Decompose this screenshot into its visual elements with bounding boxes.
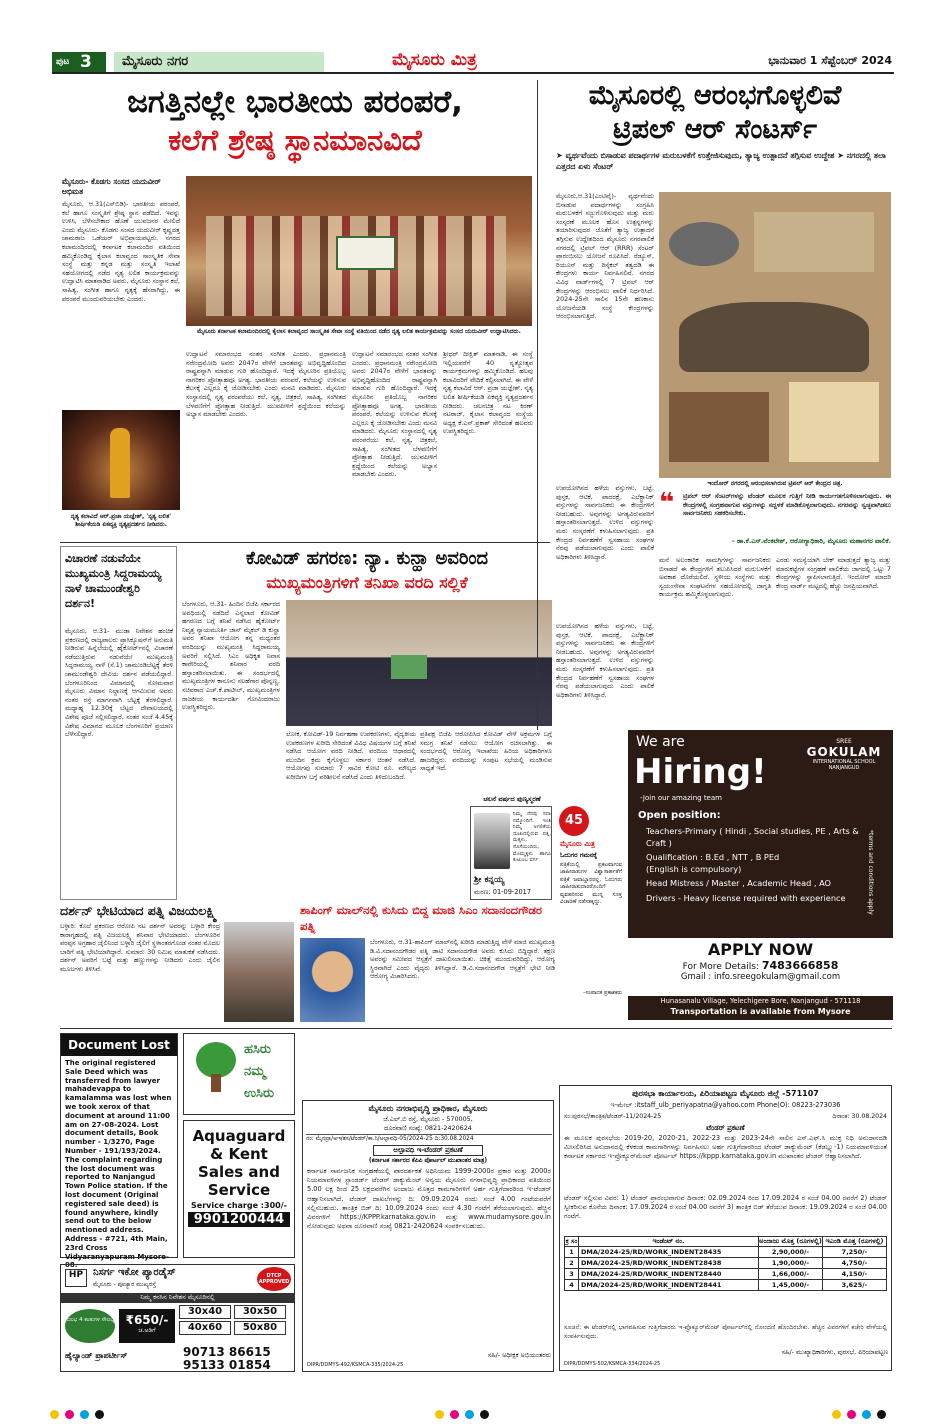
story2-subhead: ➤ ವ್ಯರ್ಥವೆಂದು ಬಿಸಾಡುವ ಪದಾರ್ಥಗಳ ಮರುಬಳಕೆಗೆ ಉತ್ತೇಜಿಸುವುದು, ತ್ಯಾಜ್ಯ ಉತ್ಪಾದನೆ ತಗ್ಗಿಸುವ ಉದ್ದೇಶ ➤ ನಗರದಲ್ಲಿ ತಲಾ ಎತ್ತರದ ಏಳು ಸೆಂಟರ್ (556, 151, 886, 171)
obituary-photo (474, 813, 510, 869)
paper-name: ಮೈಸೂರು ಮಿತ್ರ (392, 50, 477, 70)
aquaguard-line-4: Service (207, 1181, 271, 1199)
plot-size-2: 30x50 (234, 1305, 286, 1319)
tender-cell-id: DMA/2024-25/RD/WORK_INDENT28440 (579, 1269, 759, 1280)
rrr-center-photo (659, 192, 891, 478)
school-logo-sub: INTERNATIONAL SCHOOL (812, 759, 876, 765)
issue-date: ಭಾನುವಾರ 1 ಸೆಪ್ಟೆಂಬರ್ 2024 (768, 54, 892, 67)
tender-cell-id: DMA/2024-25/RD/WORK_INDENT28441 (579, 1280, 759, 1291)
realestate-title: ನಿಸರ್ಗ ಇಕೋ ಪ್ಯಾರಡೈಸ್ (93, 1267, 176, 1278)
realestate-phone-1: 90713 86615 (183, 1345, 271, 1359)
tender-cell-amt: 1,45,000/- (759, 1280, 823, 1291)
promo-45-subtitle: ಓದುಗರ ಗಮನಕ್ಕೆ (560, 851, 597, 859)
page-label: ಪುಟ (56, 57, 70, 67)
tender1-ref: ನಂ: ಮೈನಪ್ರಾ/ಅಇ/ತಸ/ಟೆಂಡರ್/ಕಾ.ನಿ/ಅಲ್ಪಾವಧಿ-05/2024-25 ದಿ:30.08.2024 (306, 1134, 552, 1143)
tender-cell-amt: 2,90,000/- (759, 1247, 823, 1258)
story2-headline-2: ಟ್ರಿಪಲ್ ಆರ್ ಸೆಂಟರ್ಸ್ (612, 114, 818, 145)
aquaguard-phone: 9901200444 (188, 1212, 290, 1227)
tender-notice-muda (302, 1100, 554, 1372)
cm-sidebar (60, 546, 177, 900)
stage-photo (186, 176, 532, 326)
story3-body-2: ಲೋಕ, ಕೋವಿಡ್-19 ನಿರ್ವಹಣಾ ಉಪಕರಣಗಳು, ವೈದ್ಯಕೀಯ ಉಪಕರಣಗಳ ಖರೀದಿ ಸೇರಿದಂತೆ ವಿವಿಧ ವಿಷಯಗಳ ಬಗ್ಗೆ ತನಿಖೆ ನಡೆಸಿದ ಆಯೋಗ ವರದಿ ನೀಡಿದೆ. ವರದಿಯ ಆಧಾರದಲ್ಲಿ ಮುಂದಿನ ಕ್ರಮ ಕೈಗೊಳ್ಳಲು ಸರ್ಕಾರ ಚಿಂತನೆ ನಡೆಸಿದೆ. ಆಯೋಗವು ಸುಮಾರು 7 ಸಾವಿರ ಕೋಟಿ ರೂ. ಮೌಲ್ಯದ ಖರೀದಿಗಳ ಬಗ್ಗೆ ಪರಿಶೀಲನೆ ನಡೆಸಿದೆ ಎಂದು ತಿಳಿದುಬಂದಿದೆ. (286, 730, 416, 781)
tender-cell-emd: 4,750/- (823, 1258, 887, 1269)
story2-body-1: ಮೈಸೂರು,ಆ.31(ಎಂಟಿವೈ)- ವ್ಯರ್ಥವೆಂದು ಬಿಸಾಡುವ ಪದಾರ್ಥಗಳನ್ನು ಸಂಗ್ರಹಿಸಿ ಮರುಬಳಕೆಗೆ ಸಜ್ಜುಗೊಳಿಸುವುದು ಮತ್ತು ಮರು ಸಂಸ್ಕರಣೆ ಮೂಲಕ ಹೊಸ ಉತ್ಪನ್ನಗಳನ್ನು ತಯಾರಿಸುವುದರ ಜೊತೆಗೆ ತ್ಯಾಜ್ಯ ಉತ್ಪಾದನೆ ತಗ್ಗಿಸುವ ಉದ್ದೇಶದಿಂದ ಮೈಸೂರು ನಗರಪಾಲಿಕೆ ನಗರದಲ್ಲಿ ಟ್ರಿಪಲ್ ಆರ್ (RRR) ಸೆಂಟರ್ ಪ್ರಾರಂಭಿಸಲು ಯೋಜನೆ ರೂಪಿಸಿದೆ. ರೆಡ್ಯೂಸ್, ರಿಯೂಸ್ ಮತ್ತು ರಿಸೈಕಲ್ ತತ್ವದಡಿ ಈ ಕೇಂದ್ರಗಳು ಕಾರ್ಯ ನಿರ್ವಹಿಸಲಿವೆ. ನಗರದ ವಿವಿಧ ವಾರ್ಡ್‌ಗಳಲ್ಲಿ 7 ಟ್ರಿಪಲ್ ಆರ್ ಕೇಂದ್ರಗಳನ್ನು ಆರಂಭಿಸಲು ಪಾಲಿಕೆ ನಿರ್ಧರಿಸಿದೆ. 2024-25ನೇ ಸಾಲಿನ 15ನೇ ಹಣಕಾಸು ಯೋಜನೆಯಡಿ ಸಂಸ್ಥೆ ಕೇಂದ್ರಗಳನ್ನು ಆರಂಭಿಸಲಾಗುತ್ತಿದೆ. (556, 192, 654, 321)
page-number-box (52, 52, 106, 72)
tender2-ref: ಸಂ:ಪುರಸಭೆ/ತಾಂತ್ರಿಕ/ಟೆಂಡರ್-11/2024-25 (564, 1113, 662, 1120)
obituary-body: ನಿಮ್ಮ ನೆನಪು ಸದಾ ನಮ್ಮೊಂದಿಗೆ. ಇಂತಿ ನಿಮ್ಮ ಅಗಲಿಕೆಯ ದುಃಖದಲ್ಲಿರುವ ಪತ್ನಿ, ಮಕ್ಕಳು, ಸೊಸೆಯಂದಿರು, ಮೊಮ್ಮಕ್ಕಳು ಹಾಗೂ ಕುಟುಂಬ ವರ್ಗ (513, 811, 551, 864)
tender1-notice-title: ಅಲ್ಪಾವಧಿ ಇ-ಟೆಂಡರ್ ಪ್ರಕಟಣೆ (373, 1145, 483, 1156)
story3-headline-1: ಕೋವಿಡ್ ಹಗರಣ: ನ್ಯಾ. ಕುನ್ಹಾ ಅವರಿಂದ (245, 548, 489, 569)
story4-headline: ದರ್ಶನ್ ಭೇಟಿಯಾದ ಪತ್ನಿ ವಿಜಯಲಕ್ಷ್ಮಿ (60, 903, 218, 918)
story3-body-1: ಬೆಂಗಳೂರು, ಆ.31- ಹಿಂದಿನ ಬಿಜೆಪಿ ಸರ್ಕಾರದ ಅವಧಿಯಲ್ಲಿ ನಡೆದಿದೆ ಎನ್ನಲಾದ ಕೋವಿಡ್ ಹಗರಣದ ಬಗ್ಗೆ ತನಿಖೆ ನಡೆಸಿದ ಹೈಕೋರ್ಟ್ ನಿವೃತ್ತ ನ್ಯಾಯಮೂರ್ತಿ ಜಾನ್ ಮೈಕಲ್ ಡಿ ಕುನ್ಹಾ ಅವರ ತನಿಖಾ ಆಯೋಗ ತನ್ನ ಮಧ್ಯಂತರ ವರದಿಯನ್ನು ಮುಖ್ಯಮಂತ್ರಿ ಸಿದ್ದರಾಮಯ್ಯ ಅವರಿಗೆ ಸಲ್ಲಿಸಿದೆ. ಸಿಎಂ ಅಧಿಕೃತ ನಿವಾಸ ಕಾವೇರಿಯಲ್ಲಿ ಶನಿವಾರ ವರದಿ ಹಸ್ತಾಂತರಿಸಲಾಯಿತು. ಈ ಸಂದರ್ಭದಲ್ಲಿ ಮುಖ್ಯಮಂತ್ರಿಗಳ ಕಾನೂನು ಸಲಹೆಗಾರ ಪೊನ್ನಣ್ಣ, ಸಚಿವರಾದ ಎಚ್.ಕೆ.ಪಾಟೀಲ್, ಮುಖ್ಯಮಂತ್ರಿಗಳ ರಾಜಕೀಯ ಕಾರ್ಯದರ್ಶಿ ಗೋವಿಂದರಾಜು ಉಪಸ್ಥಿತರಿದ್ದರು. (182, 600, 280, 712)
tender1-body: ಕರ್ನಾಟಕ ಸಾರ್ವಜನಿಕ ಸಂಗ್ರಹಣೆಯಲ್ಲಿ ಪಾರದರ್ಶಕತೆ ಅಧಿನಿಯಮ 1999-2000ರ ಪ್ರಕಾರ ಮತ್ತು 2000ರ ನಿಯಮಾವಳಿಗಳ ಸ್ಟಾಂಡರ್ಡ್ ಟೆಂಡರ್ ಡಾಕ್ಯುಮೆಂಟ್ ಅನ್ವಯ ಮೈಸೂರು ನಗರಾಭಿವೃದ್ಧಿ ಪ್ರಾಧಿಕಾರದ ವತಿಯಿಂದ 5.00 ಲಕ್ಷ ರಿಂದ 25 ಲಕ್ಷದವರೆಗಿನ ಅಂದಾಜು ಮೊತ್ತದ ಕಾಮಗಾರಿಗಳಿಗೆ ಅರ್ಹ ಗುತ್ತಿಗೆದಾರರಿಂದ ಇ-ಟೆಂಡರ್ ಆಹ್ವಾನಿಸಲಾಗಿದೆ. ಟೆಂಡರ್ ದಾಖಲೆಗಳನ್ನು ದಿ: 09.09.2024 ರಂದು ಸಂಜೆ 4.00 ಗಂಟೆಯವರೆಗೆ ಸಲ್ಲಿಸಬಹುದು. ತಾಂತ್ರಿಕ ಬಿಡ್ ದಿ: 10.09.2024 ರಂದು ಸಂಜೆ 4.30 ಗಂಟೆಗೆ ತೆರೆಯಲಾಗುವುದು. ಹೆಚ್ಚಿನ ವಿವರಗಳಿಗೆ https://KPPP.karnataka.gov.in ಮತ್ತು www.mudamysore.gov.in ನೋಡುವುದು ಅಥವಾ ದೂರವಾಣಿ ಸಂಖ್ಯೆ 0821-2420624 ಸಂಪರ್ಕಿಸಬಹುದು. (307, 1167, 551, 1231)
plot-size-4: 50x80 (234, 1321, 286, 1335)
story1-headline-1: ಜಗತ್ತಿನಲ್ಲೇ ಭಾರತೀಯ ಪರಂಪರೆ, (127, 84, 463, 120)
darshan-photo (224, 922, 294, 1022)
col-sl: ಕ್ರ ಸಂ (565, 1237, 578, 1245)
realestate-emi: ಸುಲಭ 4 ಕಂತುಗಳ ಸೌಲಭ್ಯ (65, 1309, 115, 1343)
plot-size-1: 30x40 (179, 1305, 231, 1319)
hiring-address: Hunasanalu Village, Yelechigere Bore, Nanjangud - 571118 (660, 997, 861, 1005)
apply-box (628, 938, 893, 996)
green-earth-ad (183, 1033, 295, 1115)
story3-body-3: ಪ್ರತಿಪಕ್ಷ ಬಿಜೆಪಿ ಆರೋಪಿಸಿದ ಕೋವಿಡ್ ವೇಳೆ ಅಕ್ರಮಗಳ ಬಗ್ಗೆ ಸಮಗ್ರ ತನಿಖೆ ನಡೆಸಲು ಆಯೋಗ ರಚಿಸಲಾಗಿತ್ತು. ಈ ಸಂದರ್ಭದಲ್ಲಿ ಆರೋಗ್ಯ ಇಲಾಖೆಯ ಹಿರಿಯ ಅಧಿಕಾರಿಗಳೂ ಹಾಜರಿದ್ದರು. ವರದಿಯನ್ನು ಸಂಪುಟ ಸಭೆಯಲ್ಲಿ ಮಂಡಿಸುವ ಸಾಧ್ಯತೆ ಇದೆ. (420, 730, 552, 773)
obituary-box (470, 795, 552, 900)
masthead (52, 50, 894, 74)
tender-notice-periyapatna (559, 1085, 892, 1371)
col-amount: ಅಂದಾಜು ಮೊತ್ತ (ರೂಗಳಲ್ಲಿ) (759, 1237, 822, 1245)
promo-45-sign: –ಸಂಪಾದಕ ಪ್ರಕಾಶಕರು (583, 990, 622, 996)
row-rule (60, 542, 550, 543)
tender2-date: ದಿನಾಂಕ: 30.08.2024 (832, 1113, 887, 1120)
report-handover-photo (286, 600, 552, 726)
register-dots-left (50, 1404, 110, 1423)
tender-row (565, 1280, 887, 1291)
hiring-transport: Transportation is available from Mysore (670, 1007, 851, 1016)
open-position-label: Open position: (638, 810, 721, 821)
aquaguard-ad (183, 1120, 295, 1258)
hiring-phone: 7483666858 (761, 959, 839, 972)
tender1-address: ಜೆ.ಎಲ್.ಬಿ ರಸ್ತೆ, ಮೈಸೂರು - 570005, (383, 1115, 473, 1123)
badge-45: 45 (559, 806, 589, 836)
tender2-notice-title: ಟೆಂಡರ್ ಪ್ರಕಟಣೆ (706, 1124, 745, 1132)
tender1-sub: (ಕರ್ನಾಟಕ ಸರ್ಕಾರದ ಕೆಪಿಪಿ ಪೋರ್ಟಲ್ ಮುಖಾಂತರ ಮಾತ್ರ) (368, 1157, 488, 1164)
tender-cell-id: DMA/2024-25/RD/WORK_INDENT28435 (579, 1247, 759, 1258)
rrr-photo-caption: ಇಂದೋರ್ ನಗರದಲ್ಲಿ ಆರಂಭಿಸಲಾಗಿರುವ ಟ್ರಿಪಲ್ ಆರ್ ಕೇಂದ್ರದ ಚಿತ್ರ. (707, 480, 843, 487)
school-logo-name: GOKULAM (806, 745, 882, 759)
green-ad-line-2: ನಮ್ಮ (244, 1064, 266, 1079)
tender1-code: DIPR/DDMYS-492/KSMCA-335/2024-25 (307, 1362, 404, 1368)
stage-photo-caption: ಮೈಸೂರು ಕರ್ನಾಟಕ ಕಲಾಮಂದಿರದಲ್ಲಿ ಕೈಲಾಸ ಕಲಾವೃಂದ ಸಾಂಸ್ಕೃತಿಕ ಸೇವಾ ಸಂಸ್ಥೆ ವತಿಯಿಂದ ನಡೆದ ನೃತ್ಯ ಲಲಿತ ಕಾರ್ಯಕ್ರಮವನ್ನು ಸಂಸದ ಯದುವೀರ್ ಉದ್ಘಾಟಿಸಿದರು. (197, 328, 521, 335)
story5-headline: ಶಾಪಿಂಗ್ ಮಾಲ್‌ನಲ್ಲಿ ಕುಸಿದು ಬಿದ್ದ ಮಾಜಿ ಸಿಎಂ ಸದಾನಂದಗೌಡರ ಪತ್ನಿ (300, 903, 543, 933)
quote-text: ಟ್ರಿಪಲ್ ಆರ್ ಸೆಂಟರ್‌ಗಳನ್ನು ಟೆಂಡರ್ ಮೂಲಕ ಗುತ್ತಿಗೆ ನೀಡಿ ಕಾರ್ಯಗತಗೊಳಿಸಲಾಗುವುದು. ಈ ಕೇಂದ್ರಗಳಲ್ಲಿ ಸಂಗ್ರಹವಾಗುವ ವಸ್ತುಗಳನ್ನು ಸದ್ಬಳಕೆ ಮಾಡಿಕೊಳ್ಳಲಾಗುವುದು. ನಗರವನ್ನು ಸ್ವಚ್ಛವಾಗಿಡಲು ಸಾರ್ವಜನಿಕರು ಸಹಕರಿಸಬೇಕು. (683, 492, 891, 518)
tender-row (565, 1269, 887, 1280)
mall-story-photo (300, 938, 365, 1022)
document-lost-body: The original registered Sale Deed which was transferred from lawyer mahadevappa to kamalamma was lost when we took xerox of that document at around 11:00 am on 27-08-2024. Lost document details, Book number - 1/3270, Page Number - 191/193/2024. The complaint regarding the lost document was reported to Nanjangud Town Police station. If the lost document (Original registered sale deed) is found anywhere, kindly send out to the below mentioned address. Address - #721, 4th Main, 23rd Cross Vidyaranyapuram Mysore-08. (65, 1059, 172, 1270)
realestate-logo-icon: HP (65, 1269, 87, 1287)
price-unit: ಚ.ಅಡಿಗೆ (138, 1327, 156, 1334)
tender2-code: DIPR/DDMYS-502/KSMCA-334/2024-25 (564, 1361, 661, 1367)
hiring-terms: *terms and conditions apply (867, 830, 874, 915)
tender-cell-emd: 3,625/- (823, 1280, 887, 1291)
realestate-tag: ನಿಮ್ಮ ಕನಸಿನ ನಿವೇಶನ ಮೈಸೂರಿನಲ್ಲಿ (61, 1293, 294, 1303)
register-dots-right (832, 1404, 892, 1423)
school-logo (804, 738, 884, 798)
plot-size-3: 40x60 (179, 1321, 231, 1335)
aquaguard-charge: Service charge :300/- (191, 1201, 287, 1210)
green-ad-line-3: ಉಸಿರು (244, 1086, 274, 1101)
hiring-tagline: -Join our amazing team (640, 794, 722, 802)
position-item-2: Qualification : B.Ed , NTT , B PEd (646, 852, 780, 862)
tender-cell-emd: 4,150/- (823, 1269, 887, 1280)
hiring-ad (628, 730, 893, 1020)
tender2-table (564, 1236, 887, 1291)
tender2-dates: ಟೆಂಡರ್ ಸಲ್ಲಿಸುವ ವಿವರ: 1) ಟೆಂಡರ್ ಪ್ರಾರಂಭವಾಗುವ ದಿನಾಂಕ: 02.09.2024 ರಿಂದ 17.09.2024 ರ ಸಂಜೆ 04.00 ರವರೆಗೆ 2) ಟೆಂಡರ್ ಸ್ವೀಕರಿಸುವ ಕೊನೆಯ ದಿನಾಂಕ: 17.09.2024 ರ ಸಂಜೆ 04.00 ರವರೆಗೆ 3) ತಾಂತ್ರಿಕ ಬಿಡ್ ತೆರೆಯುವ ದಿನಾಂಕ: 19.09.2024 ರ ಸಂಜೆ 04.00 ಗಂಟೆಗೆ. (564, 1194, 887, 1221)
obituary-name: ಶ್ರೀ ಕನ್ನಯ್ಯ (474, 875, 505, 885)
hiring-title: Hiring! (634, 752, 767, 792)
tender-cell-sl: 2 (565, 1258, 579, 1269)
section-title: ಮೈಸೂರು ನಗರ (114, 52, 324, 72)
promo-45-body: ಪತ್ರಿಕೆಯಲ್ಲಿ ಪ್ರಕಟವಾಗುವ ಜಾಹೀರಾತುಗಳ ವಿಶ್ವಾಸಾರ್ಹತೆಗೆ ಪತ್ರಿಕೆ ಜವಾಬ್ದಾರರಲ್ಲ. ಓದುಗರು ಜಾಹೀರಾತುದಾರರೊಂದಿಗೆ ವ್ಯವಹರಿಸುವ ಮುನ್ನ ಸೂಕ್ತ ವಿಚಾರಣೆ ನಡೆಸತಕ್ಕದ್ದು. (560, 862, 622, 906)
row-rule (60, 1028, 892, 1029)
realestate-phone-2: 95133 01854 (183, 1358, 271, 1372)
story3-headline-2: ಮುಖ್ಯಮಂತ್ರಿಗಳಿಗೆ ತನಿಖಾ ವರದಿ ಸಲ್ಲಿಕೆ (266, 573, 468, 592)
tender-cell-emd: 7,250/- (823, 1247, 887, 1258)
tender1-phone: ದೂರವಾಣಿ ಸಂಖ್ಯೆ: 0821-2420624 (384, 1124, 472, 1132)
position-item-4: Head Mistress / Master , Academic Head , AO (646, 878, 831, 888)
story2-body-2: ಉಪಯೋಗಿಸದ ಹಳೆಯ ವಸ್ತುಗಳು, ಬಟ್ಟೆ, ಪುಸ್ತಕ, ಆಟಿಕೆ, ಪಾದರಕ್ಷೆ, ಎಲೆಕ್ಟ್ರಾನಿಕ್ ವಸ್ತುಗಳನ್ನು ಸಾರ್ವಜನಿಕರು ಈ ಕೇಂದ್ರಗಳಿಗೆ ನೀಡಬಹುದು. ಅವುಗಳನ್ನು ಅಗತ್ಯವಿರುವವರಿಗೆ ಹಸ್ತಾಂತರಿಸಲಾಗುತ್ತದೆ. ಉಳಿದ ವಸ್ತುಗಳನ್ನು ಮರು ಸಂಸ್ಕರಣೆಗೆ ಕಳುಹಿಸಲಾಗುವುದು. ಪ್ರತಿ ಕೇಂದ್ರದ ನಿರ್ವಹಣೆಗೆ ಸ್ವಸಹಾಯ ಸಂಘಗಳ ನೆರವು ಪಡೆಯಲಾಗುವುದು ಎಂದು ಪಾಲಿಕೆ ಅಧಿಕಾರಿಗಳು ತಿಳಿಸಿದ್ದಾರೆ. (556, 484, 654, 561)
quote-author: – ಡಾ.ಕೆ.ಎಸ್.ವೆಂಕಟೇಶ್, ಆರೋಗ್ಯಾಧಿಕಾರಿ, ಮೈಸೂರು ಮಹಾನಗರ ಪಾಲಿಕೆ. (731, 537, 891, 545)
document-lost-ad (60, 1033, 178, 1270)
cm-sidebar-headline: ವಿಚಾರಣೆ ನಡುವೆಯೇ ಮುಖ್ಯಮಂತ್ರಿ ಸಿದ್ದರಾಮಯ್ಯ ನಾಳೆ ಚಾಮುಂಡೇಶ್ವರಿ ದರ್ಶನ! (65, 552, 162, 610)
story1-body-right: ಶ್ರೀಧರ್ ದೀಕ್ಷಿತ್ ಮಾತನಾಡಿ, ಈ ಸಂಸ್ಥೆ ಇಲ್ಲಿಯವರೆಗೆ 40 ನೃತ್ಯೋತ್ಸವ ಕಾರ್ಯಕ್ರಮಗಳನ್ನು ಹಮ್ಮಿಕೊಂಡಿದೆ. ಹಲವು ಕಲಾವಿದರಿಗೆ ವೇದಿಕೆ ಕಲ್ಪಿಸಲಾಗಿದೆ. ಈ ವೇಳೆ ನೃತ್ಯ ಕಲಾವಿದೆ ಆರ್. ಪ್ರಜಾ ಯಜ್ಞೇಶ್, ನೃತ್ಯ ಲಲಿತ ಶೀರ್ಷಿಕೆಯಡಿ ಏಕವ್ಯಕ್ತಿ ನೃತ್ಯಪ್ರದರ್ಶನ ನೀಡಿದರು. ಚಲನಚಿತ್ರ ನಟ ಕಿರಣ್ ನಟರಾಜ್, ಕೈಲಾಸ ಕಲಾವೃಂದ ಸಂಸ್ಥೆಯ ಅಧ್ಯಕ್ಷ ಕೆ.ಎನ್.ಪ್ರಕಾಶ್ ಸೇರಿದಂತೆ ಹಲವರು ಉಪಸ್ಥಿತರಿದ್ದರು. (443, 350, 533, 436)
position-list (638, 826, 870, 904)
col-indent: ಇಂಡೆಂಟ್ ನಂ. (579, 1237, 759, 1247)
page-number: 3 (80, 52, 92, 72)
aquaguard-line-3: Sales and (198, 1163, 280, 1181)
tender2-sign: ಸಹಿ/- ಮುಖ್ಯಾಧಿಕಾರಿಗಳು, ಪುರಸಭೆ, ಪಿರಿಯಾಪಟ್ಟಣ (781, 1348, 888, 1356)
obituary-title: ಚಲನೆ ವರ್ಷದ ಪುಣ್ಯಸ್ಮರಣೆ (483, 795, 541, 803)
school-logo-place: NANJANGUD (828, 765, 860, 771)
register-dots-mid (435, 1404, 495, 1423)
position-item-5: Drivers - Heavy license required with experience (646, 892, 846, 903)
aquaguard-line-2: & Kent (210, 1145, 268, 1163)
realestate-price (119, 1309, 175, 1343)
tender1-title: ಮೈಸೂರು ನಗರಾಭಿವೃದ್ಧಿ ಪ್ರಾಧಿಕಾರ, ಮೈಸೂರು (368, 1104, 488, 1113)
position-item-3: (English is compulsory) (646, 863, 742, 874)
apply-now: APPLY NOW (707, 940, 814, 959)
tender-cell-sl: 4 (565, 1280, 579, 1291)
column-rule (537, 80, 538, 730)
promo-45-notice (560, 840, 622, 1020)
story1-body-mid: ಉದ್ಘಾಟನೆ ಸಮಾರಂಭದ ನಂತರ ಸಂಗೀತ ಎಂದರು. ಪ್ರಧಾನಮಂತ್ರಿ ನರೇಂದ್ರಮೋದಿ ಅವರು 2047ರ ವೇಳೆಗೆ ಭಾರತವನ್ನು ಅಭಿವೃದ್ಧಿಹೊಂದಿದ ರಾಷ್ಟ್ರವನ್ನಾಗಿ ಮಾಡುವ ಗುರಿ ಹೊಂದಿದ್ದಾರೆ. ಇದಕ್ಕೆ ಮೈಸೂರಿನ ಪ್ರತಿಯೊಬ್ಬ ನಾಗರಿಕರ ಪ್ರೋತ್ಸಾಹವೂ ಅಗತ್ಯ. ಭಾರತೀಯ ಪರಂಪರೆ, ಕಲೆಯನ್ನು ಉಳಿಸುವ ಕೆಲಸಕ್ಕೆ ಎಲ್ಲರೂ ಕೈ ಜೋಡಿಸಬೇಕು ಎಂದು ಮನವಿ ಮಾಡಿದರು. ಮೈಸೂರು ಸಂಸ್ಥಾನದಲ್ಲಿ ನೃತ್ಯ ಪರಂಪರೆಯು ಕಲೆ, ನೃತ್ಯ, ಚಿತ್ರಕಲೆ, ಸಾಹಿತ್ಯ, ಸಂಗೀತದ ಬೆಳವಣಿಗೆಗೆ ಪ್ರೋತ್ಸಾಹ ನೀಡುತ್ತಿದೆ. ಯುವಪೀಳಿಗೆ ಶ್ರದ್ಧೆಯಿಂದ ಕಲೆಯನ್ನು ಅಭ್ಯಾಸ ಮಾಡಬೇಕು ಎಂದರು. (186, 350, 346, 419)
tender2-body: ಈ ಮೂಲಕ ಪುರಸಭೆಯ 2019-20, 2020-21, 2022-23 ಮತ್ತು 2023-24ನೇ ಸಾಲಿನ ಎಸ್.ಎಫ್.ಸಿ ಮುಕ್ತ ನಿಧಿ ಅನುದಾನದಡಿ ಮೀಸಲಿರಿಸಿದ ಅನುದಾನದಲ್ಲಿ ಕೆಳಕಂಡ ಕಾಮಗಾರಿಗಳನ್ನು ನಿರ್ವಹಿಸಲು ಅರ್ಹ ಗುತ್ತಿಗೆದಾರರಿಂದ ಟೆಂಡರ್ ಡಾಕ್ಯುಮೆಂಟ್ (ಕೆಡಬ್ಲ್ಯು-1) ನಿಯಮಾವಳಿಯಂತೆ ಕರ್ನಾಟಕ ಸರ್ಕಾರದ ಇ-ಪ್ರೊಕ್ಯೂರ್‌ಮೆಂಟ್ ಪೋರ್ಟಲ್ https://kppp.karnataka.gov.in ಮುಖಾಂತರ ಟೆಂಡರ್ ಆಹ್ವಾನಿಸಲಾಗಿದೆ. (564, 1134, 887, 1161)
tender2-footer: ಸೂಚನೆ: ಈ ಟೆಂಡರ್‌ನಲ್ಲಿ ಭಾಗವಹಿಸುವ ಗುತ್ತಿಗೆದಾರರು ಇ-ಪ್ರೊಕ್ಯೂರ್‌ಮೆಂಟ್ ಪೋರ್ಟಲ್‌ನಲ್ಲಿ ನೋಂದಣಿ ಹೊಂದಿರಬೇಕು. ಹೆಚ್ಚಿನ ವಿವರಗಳಿಗೆ ಕಚೇರಿ ವೇಳೆಯಲ್ಲಿ ಸಂಪರ್ಕಿಸುವುದು. (564, 1324, 887, 1340)
details-label: For More Details: (682, 962, 759, 972)
tender2-title: ಪುರಸಭಾ ಕಾರ್ಯಾಲಯ, ಪಿರಿಯಾಪಟ್ಟಣ ಮೈಸೂರು ಜಿಲ್ಲೆ -571107 (632, 1089, 819, 1098)
story5-body: ಬೆಂಗಳೂರು, ಆ.31-ಶಾಪಿಂಗ್ ಮಾಲ್‌ನಲ್ಲಿ ಖರೀದಿ ಮಾಡುತ್ತಿದ್ದ ವೇಳೆ ಮಾಜಿ ಮುಖ್ಯಮಂತ್ರಿ ಡಿ.ವಿ.ಸದಾನಂದಗೌಡರ ಪತ್ನಿ ಡಾಟಿ ಸದಾನಂದಗೌಡ ಅವರು ಕುಸಿದು ಬಿದ್ದಿದ್ದಾರೆ. ತಕ್ಷಣ ಅವರನ್ನು ಸಮೀಪದ ಆಸ್ಪತ್ರೆಗೆ ದಾಖಲಿಸಲಾಯಿತು. ಚಿಕಿತ್ಸೆ ಮುಂದುವರಿದಿದ್ದು, ಆರೋಗ್ಯ ಸ್ಥಿರವಾಗಿದೆ ಎಂದು ವೈದ್ಯರು ತಿಳಿಸಿದ್ದಾರೆ. ಡಿ.ವಿ.ಸದಾನಂದಗೌಡ ಆಸ್ಪತ್ರೆಗೆ ಭೇಟಿ ನೀಡಿ ಆರೋಗ್ಯ ವಿಚಾರಿಸಿದರು. (370, 938, 555, 981)
story2-body-3: ಮನೆ ಅಲಂಕಾರಿಕ ಸಾಮಗ್ರಿಗಳನ್ನು ಸಾರ್ವಜನಿಕರು ಬಿಸಾಡದೆ ಈ ಕೇಂದ್ರಗಳಿಗೆ ತಲುಪಿಸಿದರೆ ಮರುಬಳಕೆಗೆ ಅವಕಾಶ ದೊರೆಯಲಿದೆ. ಸ್ಥಳೀಯ ಸಂಸ್ಥೆಗಳು ಮತ್ತು ಸ್ವಯಂಸೇವಾ ಸಂಘಟನೆಗಳ ಸಹಯೋಗದಲ್ಲಿ ಜಾಗೃತಿ ಕಾರ್ಯಕ್ರಮ ಹಮ್ಮಿಕೊಳ್ಳಲಾಗುವುದು. (659, 556, 771, 599)
hiring-email: Gmail : info.sreegokulam@gmail.com (680, 972, 841, 982)
realestate-ad (60, 1264, 295, 1372)
story1-kicker: ಮೈಸೂರು- ಕೊಡಗು ಸಂಸದ ಯದುವೀರ್ ಅಭಿಮತ (62, 177, 161, 196)
cm-sidebar-body: ಮೈಸೂರು, ಆ.31- ಮುಡಾ ನಿವೇಶನ ಹಂಚಿಕೆ ಪ್ರಕರಣದಲ್ಲಿ ರಾಜ್ಯಪಾಲರು ಪ್ರಾಸಿಕ್ಯೂಷನ್‌ಗೆ ಅನುಮತಿ ನೀಡಿರುವ ಹಿನ್ನೆಲೆಯಲ್ಲಿ ಹೈಕೋರ್ಟ್‌ನಲ್ಲಿ ವಿಚಾರಣೆ ನಡೆಯುತ್ತಿರುವ ನಡುವೆಯೇ ಮುಖ್ಯಮಂತ್ರಿ ಸಿದ್ದರಾಮಯ್ಯ ನಾಳೆ (ಸೆ.1) ಚಾಮುಂಡಿಬೆಟ್ಟಕ್ಕೆ ತೆರಳಿ ಚಾಮುಂಡೇಶ್ವರಿ ದೇವಿಯ ದರ್ಶನ ಪಡೆಯಲಿದ್ದಾರೆ. ಬೆಂಗಳೂರಿನಿಂದ ವಿಮಾನದಲ್ಲಿ ಸೋಮವಾರ ಮೈಸೂರು ವಿಮಾನ ನಿಲ್ದಾಣಕ್ಕೆ ಆಗಮಿಸುವ ಅವರು ನಂತರ ರಸ್ತೆ ಮಾರ್ಗವಾಗಿ ಬೆಟ್ಟಕ್ಕೆ ತೆರಳಲಿದ್ದಾರೆ. ಮಧ್ಯಾಹ್ನ 12.30ಕ್ಕೆ ಬೆಟ್ಟದ ದೇವಾಲಯದಲ್ಲಿ ವಿಶೇಷ ಪೂಜೆ ಸಲ್ಲಿಸಲಿದ್ದಾರೆ. ನಂತರ ಸಂಜೆ 4.45ಕ್ಕೆ ವಿಶೇಷ ವಿಮಾನದ ಮೂಲಕ ಬೆಂಗಳೂರಿಗೆ ಪ್ರಯಾಣ ಬೆಳೆಸಲಿದ್ದಾರೆ. (65, 627, 173, 739)
col-emd: ಇಎಂಡಿ ಮೊತ್ತ (ರೂಗಳಲ್ಲಿ) (823, 1237, 887, 1247)
hiring-we-are: We are (636, 734, 685, 750)
quote-mark-icon: ❝ (659, 488, 675, 518)
plot-sizes (179, 1305, 291, 1347)
story1-body-mid-2: ಉದ್ಘಾಟನೆ ಸಮಾರಂಭದ ನಂತರ ಸಂಗೀತ ಎಂದರು. ಪ್ರಧಾನಮಂತ್ರಿ ನರೇಂದ್ರಮೋದಿ ಅವರು 2047ರ ವೇಳೆಗೆ ಭಾರತವನ್ನು ಅಭಿವೃದ್ಧಿಹೊಂದಿದ ರಾಷ್ಟ್ರವನ್ನಾಗಿ ಮಾಡುವ ಗುರಿ ಹೊಂದಿದ್ದಾರೆ. ಇದಕ್ಕೆ ಮೈಸೂರಿನ ಪ್ರತಿಯೊಬ್ಬ ನಾಗರಿಕರ ಪ್ರೋತ್ಸಾಹವೂ ಅಗತ್ಯ. ಭಾರತೀಯ ಪರಂಪರೆ, ಕಲೆಯನ್ನು ಉಳಿಸುವ ಕೆಲಸಕ್ಕೆ ಎಲ್ಲರೂ ಕೈ ಜೋಡಿಸಬೇಕು ಎಂದು ಮನವಿ ಮಾಡಿದರು. ಮೈಸೂರು ಸಂಸ್ಥಾನದಲ್ಲಿ ನೃತ್ಯ ಪರಂಪರೆಯು ಕಲೆ, ನೃತ್ಯ, ಚಿತ್ರಕಲೆ, ಸಾಹಿತ್ಯ, ಸಂಗೀತದ ಬೆಳವಣಿಗೆಗೆ ಪ್ರೋತ್ಸಾಹ ನೀಡುತ್ತಿದೆ. ಯುವಪೀಳಿಗೆ ಶ್ರದ್ಧೆಯಿಂದ ಕಲೆಯನ್ನು ಅಭ್ಯಾಸ ಮಾಡಬೇಕು ಎಂದರು. (352, 350, 437, 479)
school-logo-top: SREE (836, 738, 852, 745)
dance-photo (62, 410, 180, 510)
aquaguard-line-1: Aquaguard (192, 1127, 286, 1145)
tender-cell-amt: 1,66,000/- (759, 1269, 823, 1280)
tender-cell-amt: 1,90,000/- (759, 1258, 823, 1269)
tender-cell-sl: 1 (565, 1247, 579, 1258)
tender-row (565, 1258, 887, 1269)
quote-box (659, 488, 891, 548)
tree-icon (192, 1042, 240, 1096)
obituary-date: ಮರಣ: 01-09-2017 (474, 888, 532, 896)
story2-body-4: ಎರಡು ಸಮಸ್ಯೆಯಾಗಿ ಬೇಕ್ ಮಾಡುತ್ತದೆ ತ್ಯಾಜ್ಯ ಮತ್ತು ಮಾರುಕಟ್ಟೆಗಳ ಸಂಗ್ರಹಣೆ ಪಾಲಿಕೆಯ ಜಾಗದಲ್ಲಿ ಒಟ್ಟು 7 ಕೇಂದ್ರಗಳನ್ನು ಸ್ಥಾಪಿಸಲಾಗುತ್ತಿದೆ. ಇಂದೋರ್ ಮಾದರಿ ಕೇಂದ್ರ ವಾರ್ಡ್ ಮಟ್ಟದಲ್ಲಿ ಹೆಚ್ಚು ಜನಪ್ರಿಯವಾಗಿದೆ. (776, 556, 891, 590)
green-ad-line-1: ಹಸಿರು (244, 1042, 271, 1057)
realestate-company: ಹೈಲ್ಯಾಂಡ್ ಪ್ರಾಪರ್ಟೀಸ್ (65, 1351, 128, 1360)
tender-cell-id: DMA/2024-25/RD/WORK_INDENT28438 (579, 1258, 759, 1269)
story2-headline-1: ಮೈಸೂರಲ್ಲಿ ಆರಂಭಗೊಳ್ಳಲಿವೆ (588, 80, 842, 111)
story1-body-left: ಮೈಸೂರು, ಆ.31(ಎಸ್‌ಬಿಡಿ)- ಭಾರತೀಯ ಪರಂಪರೆ, ಕಲೆ ಹಾಗೂ ಸಂಸ್ಕೃತಿಗೆ ಶ್ರೇಷ್ಠ ಸ್ಥಾನ ಪಡೆದಿದೆ. ಇವನ್ನು ಉಳಿಸಿ, ಬೆಳೆಸಬೇಕಾದ ಹೊಣೆ ಯುವಜನರ ಮೇಲಿದೆ ಎಂದು ಮೈಸೂರು- ಕೊಡಗು ಸಂಸದ ಯದುವೀರ್ ಕೃಷ್ಣದತ್ತ ಚಾಮರಾಜ ಒಡೆಯರ್ ಅಭಿಪ್ರಾಯಪಟ್ಟರು. ನಗರದ ಕಲಾಮಂದಿರದಲ್ಲಿ ಕರ್ನಾಟಕ ಕಲಾಮಂದಿರ ವತಿಯಿಂದ ಹಮ್ಮಿಕೊಂಡಿದ್ದ ಕೈಲಾಸ ಕಲಾವೃಂದ ಸಾಂಸ್ಕೃತಿಕ ಸೇವಾ ಸಂಸ್ಥೆ ಮತ್ತು ಕನ್ನಡ ಮತ್ತು ಸಂಸ್ಕೃತಿ ಇಲಾಖೆ ಸಹಯೋಗದಲ್ಲಿ ನಡೆದ ನೃತ್ಯ ಲಲಿತ ಕಾರ್ಯಕ್ರಮವನ್ನು ಉದ್ಘಾಟಿಸಿ ಮಾತನಾಡಿದ ಅವರು, ಮೈಸೂರು ಸಂಸ್ಥಾನ ಕಲೆ, ಸಾಹಿತ್ಯ, ಸಂಗೀತ ಹಾಗೂ ನೃತ್ಯಕ್ಕೆ ಹೆಸರಾಗಿದ್ದು, ಈ ಪರಂಪರೆ ಮುಂದುವರಿಯಬೇಕು ಎಂದರು. (62, 200, 180, 303)
story1-headline-2: ಕಲೆಗೆ ಶ್ರೇಷ್ಠ ಸ್ಥಾನಮಾನವಿದೆ (168, 123, 422, 157)
promo-45-title: ಮೈಸೂರು ಮಿತ್ರ (560, 840, 595, 848)
tender1-sign: ಸಹಿ/- ಅಧೀಕ್ಷಕ ಅಭಿಯಂತರರು (487, 1351, 551, 1359)
dtcp-badge: DTCP APPROVED (257, 1267, 291, 1291)
realestate-sub: ಮೈಸೂರು - ಪೂಜ್ಯಾರ ಮುಖ್ಯರಸ್ತೆ (93, 1281, 157, 1288)
document-lost-title: Document Lost (61, 1034, 177, 1056)
tender2-contact: ಇ-ಮೇಲ್ :itstaff_ulb_periyapatna@yahoo.com Phone(O): 08223-273036 (610, 1101, 841, 1109)
position-item-1: Teachers-Primary ( Hindi , Social studies, PE , Arts & Craft ) (646, 826, 859, 848)
dance-photo-caption: ನೃತ್ಯ ಕಲಾವಿದೆ ಆರ್.ಪ್ರಜಾ ಯಜ್ಞೇಶ್, 'ನೃತ್ಯ ಲಲಿತ' ಶೀರ್ಷಿಕೆಯಡಿ ಏಕವ್ಯಕ್ತಿ ನೃತ್ಯಪ್ರದರ್ಶನ ನೀಡಿದರು. (70, 513, 172, 528)
tender-row (565, 1247, 887, 1258)
tender-cell-sl: 3 (565, 1269, 579, 1280)
price-value: ₹650/- (125, 1313, 169, 1327)
story2-body-5: ಉಪಯೋಗಿಸದ ಹಳೆಯ ವಸ್ತುಗಳು, ಬಟ್ಟೆ, ಪುಸ್ತಕ, ಆಟಿಕೆ, ಪಾದರಕ್ಷೆ, ಎಲೆಕ್ಟ್ರಾನಿಕ್ ವಸ್ತುಗಳನ್ನು ಸಾರ್ವಜನಿಕರು ಈ ಕೇಂದ್ರಗಳಿಗೆ ನೀಡಬಹುದು. ಅವುಗಳನ್ನು ಅಗತ್ಯವಿರುವವರಿಗೆ ಹಸ್ತಾಂತರಿಸಲಾಗುತ್ತದೆ. ಉಳಿದ ವಸ್ತುಗಳನ್ನು ಮರು ಸಂಸ್ಕರಣೆಗೆ ಕಳುಹಿಸಲಾಗುವುದು. ಪ್ರತಿ ಕೇಂದ್ರದ ನಿರ್ವಹಣೆಗೆ ಸ್ವಸಹಾಯ ಸಂಘಗಳ ನೆರವು ಪಡೆಯಲಾಗುವುದು ಎಂದು ಪಾಲಿಕೆ ಅಧಿಕಾರಿಗಳು ತಿಳಿಸಿದ್ದಾರೆ. (556, 622, 654, 699)
story4-body: ಬಳ್ಳಾರಿ: ಕೊಲೆ ಪ್ರಕರಣದ ಆರೋಪಿ ನಟ ದರ್ಶನ್ ಅವರನ್ನು ಬಳ್ಳಾರಿ ಕೇಂದ್ರ ಕಾರಾಗೃಹದಲ್ಲಿ ಪತ್ನಿ ವಿಜಯಲಕ್ಷ್ಮಿ ಶನಿವಾರ ಭೇಟಿಯಾದರು. ಬೆಂಗಳೂರಿನ ಪರಪ್ಪನ ಅಗ್ರಹಾರ ಜೈಲಿನಿಂದ ಬಳ್ಳಾರಿ ಜೈಲಿಗೆ ಸ್ಥಳಾಂತರಗೊಂಡ ನಂತರ ಮೊದಲ ಬಾರಿಗೆ ಪತ್ನಿ ಭೇಟಿಯಾಗಿದ್ದಾರೆ. ಸುಮಾರು 30 ನಿಮಿಷ ಮಾತುಕತೆ ನಡೆಸಿದರು. ದರ್ಶನ್ ಅವರಿಗೆ ಬಟ್ಟೆ ಮತ್ತು ಹಣ್ಣುಗಳನ್ನು ನೀಡಿದರು ಎಂದು ಜೈಲಿನ ಮೂಲಗಳು ತಿಳಿಸಿವೆ. (60, 922, 220, 973)
